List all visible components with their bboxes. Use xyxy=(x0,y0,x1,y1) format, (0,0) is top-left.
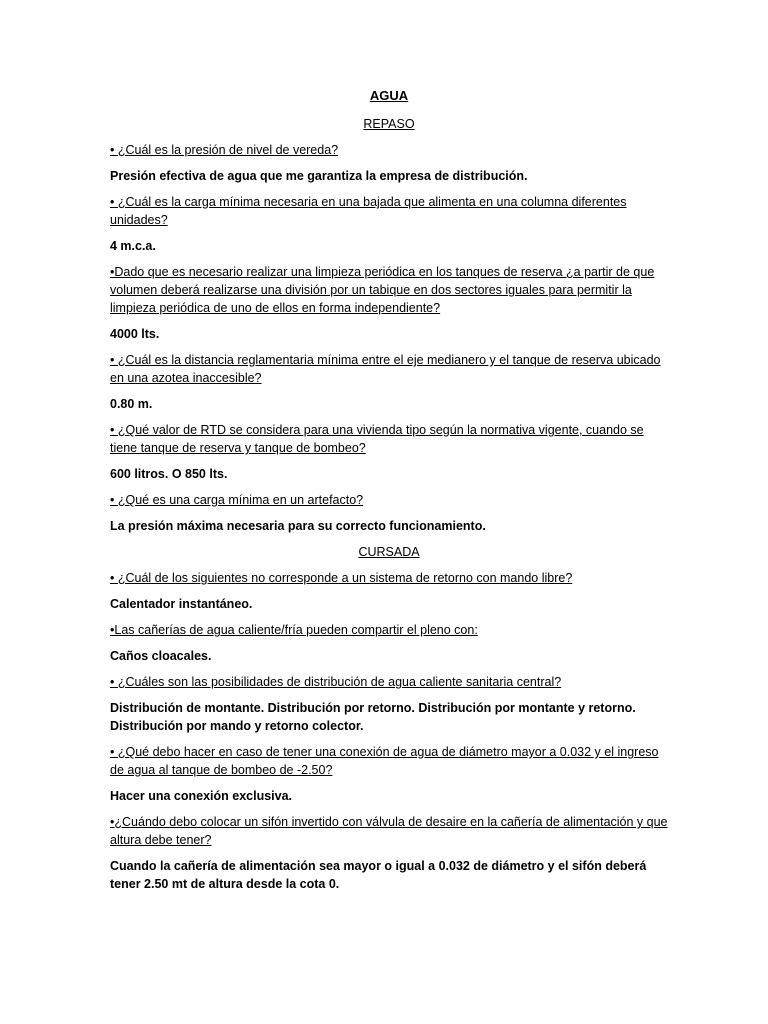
answer-7: Calentador instantáneo. xyxy=(110,597,253,611)
answer-10: Hacer una conexión exclusiva. xyxy=(110,789,293,803)
question-11: •¿Cuándo debo colocar un sifón invertido con válvula de desaire en la cañería de alimentación y que altura debe tener? xyxy=(110,815,668,847)
question-4: • ¿Cuál es la distancia reglamentaria mínima entre el eje medianero y el tanque de reserva ubicado en una azotea inaccesible? xyxy=(110,353,661,385)
answer-6: La presión máxima necesaria para su correcto funcionamiento. xyxy=(110,519,486,533)
question-5: • ¿Qué valor de RTD se considera para una vivienda tipo según la normativa vigente, cuando se tiene tanque de reserva y tanque de bombeo? xyxy=(110,423,644,455)
question-3: •Dado que es necesario realizar una limpieza periódica en los tanques de reserva ¿a partir de que volumen deberá realizarse una división por un tabique en dos sectores iguales para permitir la limpieza periódica de uno de ellos en forma independiente? xyxy=(110,265,655,315)
answer-3: 4000 lts. xyxy=(110,327,160,341)
answer-1: Presión efectiva de agua que me garantiza la empresa de distribución. xyxy=(110,169,528,183)
question-8: •Las cañerías de agua caliente/fría pueden compartir el pleno con: xyxy=(110,623,478,637)
question-2: • ¿Cuál es la carga mínima necesaria en una bajada que alimenta en una columna diferentes unidades? xyxy=(110,195,627,227)
answer-11: Cuando la cañería de alimentación sea mayor o igual a 0.032 de diámetro y el sifón deberá tener 2.50 mt de altura desde la cota 0. xyxy=(110,859,647,891)
question-7: • ¿Cuál de los siguientes no corresponde a un sistema de retorno con mando libre? xyxy=(110,571,573,585)
answer-2: 4 m.c.a. xyxy=(110,239,156,253)
answer-5: 600 litros. O 850 lts. xyxy=(110,467,228,481)
answer-4: 0.80 m. xyxy=(110,397,153,411)
question-9: • ¿Cuáles son las posibilidades de distribución de agua caliente sanitaria central? xyxy=(110,675,562,689)
answer-8: Caños cloacales. xyxy=(110,649,212,663)
question-1: • ¿Cuál es la presión de nivel de vereda? xyxy=(110,143,339,157)
section-heading-cursada: CURSADA xyxy=(358,545,420,559)
document-title: AGUA xyxy=(369,88,409,103)
question-6: • ¿Qué es una carga mínima en un artefacto? xyxy=(110,493,364,507)
question-10: • ¿Qué debo hacer en caso de tener una conexión de agua de diámetro mayor a 0.032 y el ingreso de agua al tanque de bombeo de -2.50? xyxy=(110,745,659,777)
section-heading-repaso: REPASO xyxy=(363,117,415,131)
answer-9: Distribución de montante. Distribución por retorno. Distribución por montante y retorno. Distribución por mando y retorno colector. xyxy=(110,701,636,733)
